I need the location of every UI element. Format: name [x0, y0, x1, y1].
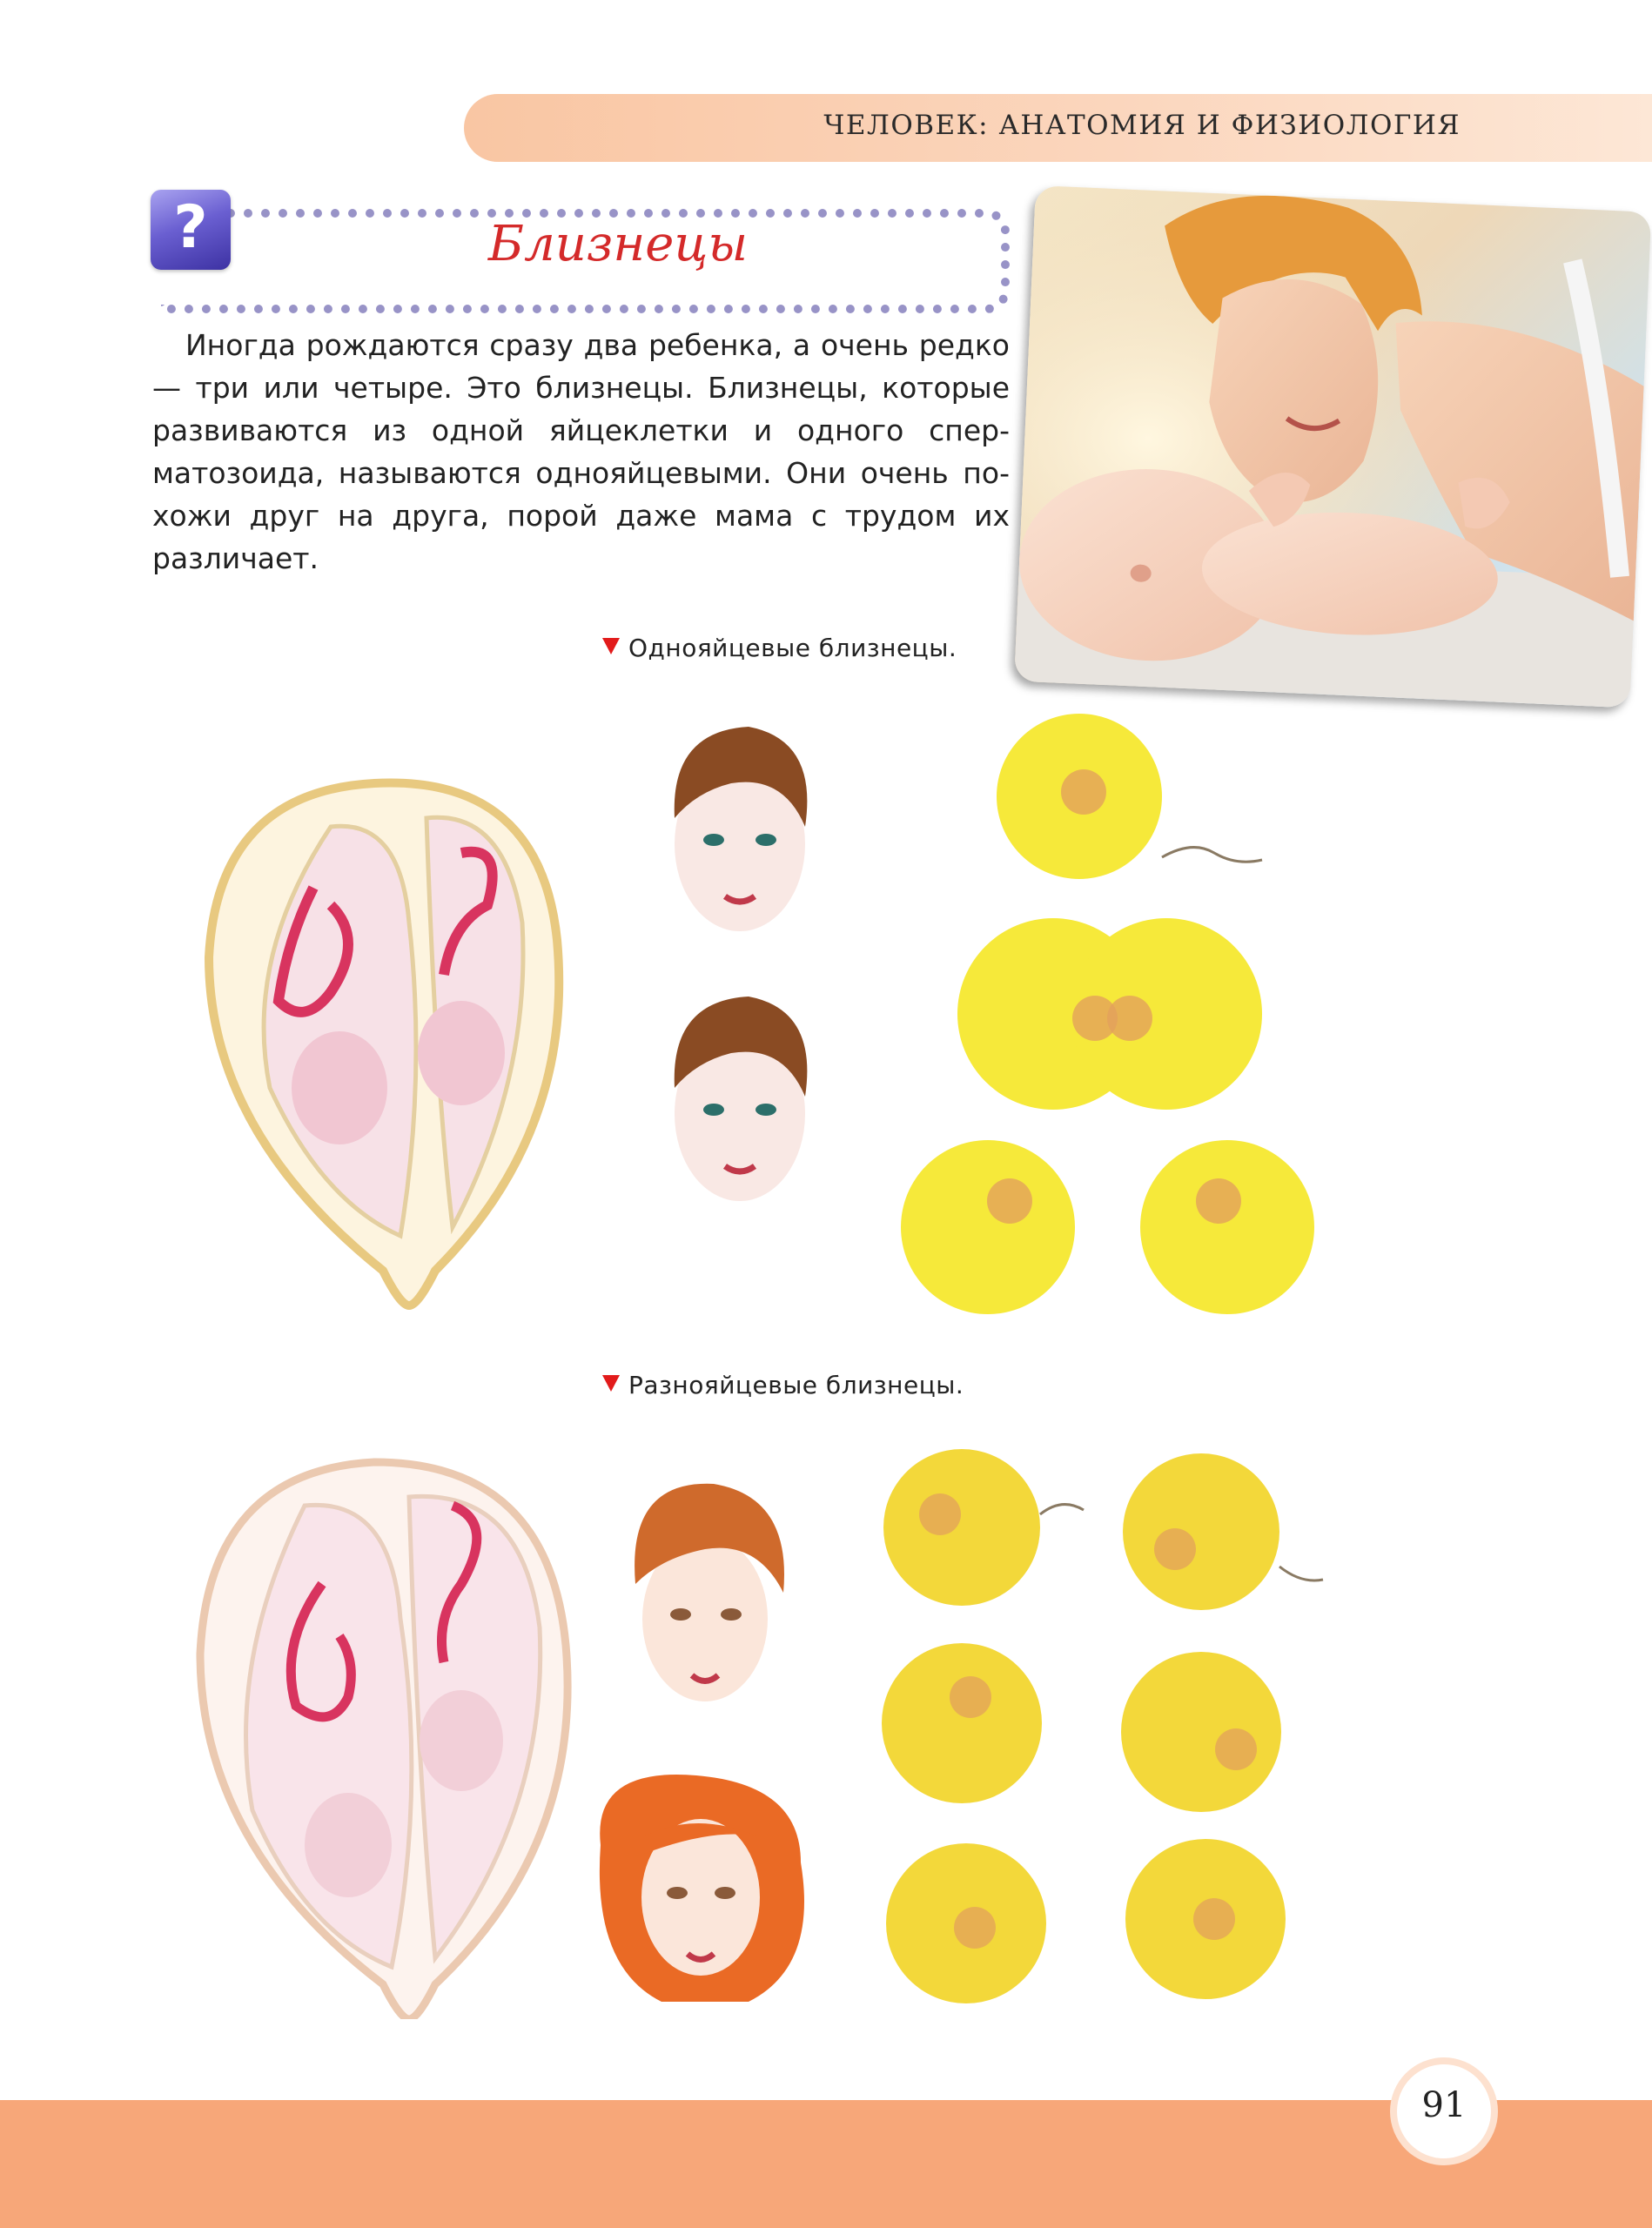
caption-triangle-icon: [602, 638, 620, 654]
uterus-identical-twins: [209, 783, 559, 1306]
caption-triangle-icon: [602, 1375, 620, 1392]
mother-and-baby-photo: [1014, 185, 1651, 708]
fraternal-face-girl: [600, 1775, 804, 2002]
figure-caption-identical: [602, 634, 957, 662]
fraternal-twins-illustration: [174, 1445, 1393, 2019]
figure-caption-fraternal: [602, 1371, 964, 1399]
page-number: 91: [1421, 2085, 1467, 2125]
caption-text: Разнояйцевые близнецы.: [628, 1371, 964, 1399]
section-title: Близнецы: [487, 216, 749, 272]
uterus-fraternal-twins: [200, 1462, 567, 2019]
caption-text: Однояйцевые близнецы.: [628, 634, 957, 662]
chapter-title: ЧЕЛОВЕК: АНАТОМИЯ И ФИЗИОЛОГИЯ: [823, 110, 1461, 141]
fraternal-face-boy: [635, 1484, 784, 1701]
identical-face-2: [675, 997, 808, 1201]
question-mark-icon: [151, 190, 231, 270]
two-eggs-development: [882, 1449, 1323, 2003]
egg-cell-division: [901, 714, 1314, 1314]
identical-face-1: [675, 727, 808, 931]
question-mark-symbol: ?: [173, 193, 208, 262]
body-paragraph: Иногда рождаются сразу два ребенка, а очень редко — три или четыре. Это близнецы. Близнецы, которые развиваются из одной яйцеклетки и одного сперматозоида, называются однояйцевыми. Они очень похожи друг на друга, порой даже мама с трудом их различает.: [152, 328, 1010, 575]
photo-illustration: [1014, 185, 1651, 708]
identical-twins-illustration: [174, 714, 1349, 1323]
